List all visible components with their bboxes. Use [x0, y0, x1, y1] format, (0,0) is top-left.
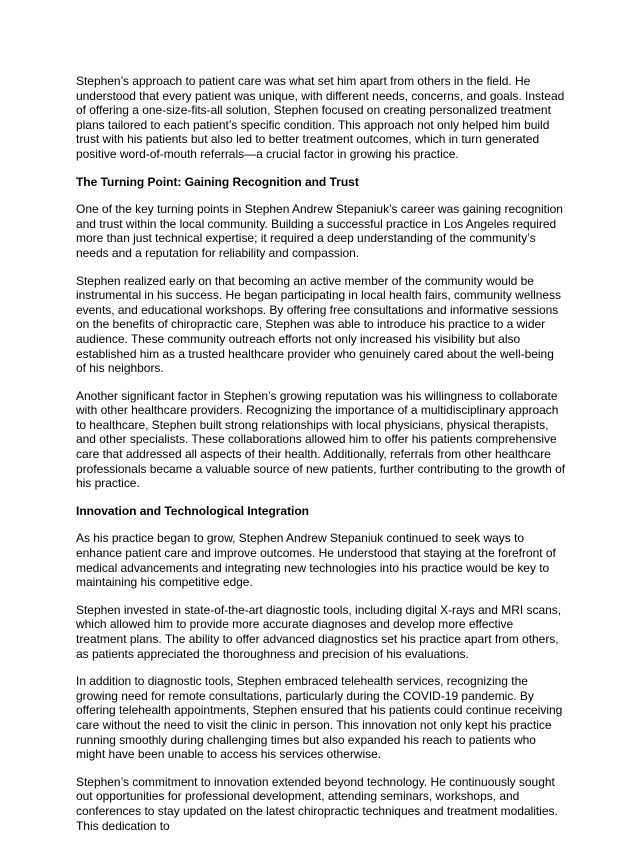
heading-innovation: Innovation and Technological Integration: [76, 503, 309, 518]
paragraph-practice-growth: As his practice began to grow, Stephen Andrew Stepaniuk continued to seek ways to enhance patient care and improve outcomes. He understood that staying at the forefront of medical advancements and integrating new technologies into his practice would be key to maintaining his competitive edge.: [76, 531, 556, 590]
heading-turning-point: The Turning Point: Gaining Recognition and Trust: [76, 174, 359, 189]
paragraph-patient-care: Stephen’s approach to patient care was what set him apart from others in the field. He understood that every patient was unique, with different needs, concerns, and goals. Instead of offering a one-size-fits-all solution, Stephen focused on creating personalized treatment plans tailored to each patient’s specific condition. This approach not only helped him build trust with his patients but also led to better treatment outcomes, which in turn generated positive word-of-mouth referrals—a crucial factor in growing his practice.: [76, 74, 565, 161]
paragraph-key-turning-points: One of the key turning points in Stephen Andrew Stepaniuk’s career was gaining recognition and trust within the local community. Building a successful practice in Los Angeles required more than just technical expertise; it required a deep understanding of the community’s needs and a reputation for reliability and compassion.: [76, 202, 563, 260]
paragraph-telehealth: In addition to diagnostic tools, Stephen embraced telehealth services, recognizing the growing need for remote consultations, particularly during the COVID-19 pandemic. By offering telehealth appointments, Stephen ensured that his patients could continue receiving care without the need to visit the clinic in person. This innovation not only kept his practice running smoothly during challenging times but also expanded his reach to patients who might have been unable to access his services otherwise.: [76, 674, 563, 762]
document-body: [76, 74, 566, 846]
paragraph-diagnostic-tools: Stephen invested in state-of-the-art diagnostic tools, including digital X-rays and MRI scans, which allowed him to provide more accurate diagnoses and develop more effective treatment plans. The ability to offer advanced diagnostics set his practice apart from others, as patients appreciated the thoroughness and precision of his evaluations.: [76, 602, 562, 661]
paragraph-collaboration: Another significant factor in Stephen’s growing reputation was his willingness to collaborate with other healthcare providers. Recognizing the importance of a multidisciplinary approach to healthcare, Stephen built strong relationships with local physicians, physical therapists, and other specialists. These collaborations allowed him to offer his patients comprehensive care that addressed all aspects of their health. Additionally, referrals from other healthcare professionals became a valuable source of new patients, further contributing to the growth of his practice.: [76, 388, 566, 491]
paragraph-community-member: Stephen realized early on that becoming an active member of the community would be instrumental in his success. He began participating in local health fairs, community wellness events, and educational workshops. By offering free consultations and informative sessions on the benefits of chiropractic care, Stephen was able to introduce his practice to a wider audience. These community outreach efforts not only increased his visibility but also established him as a trusted healthcare provider who genuinely cared about the well-being of his neighbors.: [76, 273, 562, 376]
paragraph-commitment: Stephen’s commitment to innovation extended beyond technology. He continuously sought out opportunities for professional development, attending seminars, workshops, and conferences to stay updated on the latest chiropractic techniques and treatment modalities. This dedication to: [76, 774, 558, 833]
